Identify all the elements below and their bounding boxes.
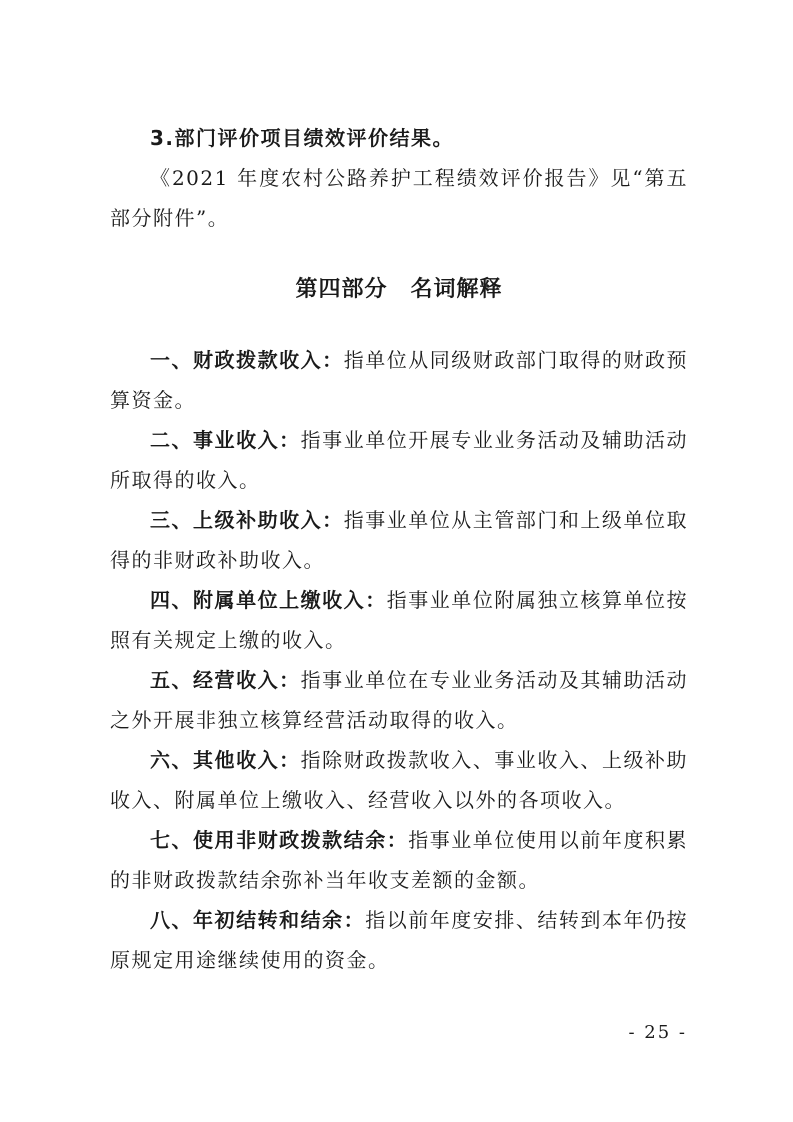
term-paragraph: [110, 500, 688, 580]
term-label: 二、事业收入：: [150, 428, 301, 452]
term-label: 一、财政拨款收入：: [150, 348, 344, 372]
section-3-title: 3.部门评价项目绩效评价结果。: [150, 126, 455, 150]
term-definition: 指除财政拨款收入、事业收入、上级补助收入、附属单位上缴收入、经营收入以外的各项收入。: [110, 748, 689, 812]
term-definition: 指事业单位开展专业业务活动及辅助活动所取得的收入。: [110, 428, 689, 492]
page-number: - 25 -: [628, 1022, 687, 1043]
term-paragraph: [110, 660, 688, 740]
term-paragraph: [110, 420, 688, 500]
term-definition: 指事业单位从主管部门和上级单位取得的非财政补助收入。: [110, 508, 688, 572]
term-definition: 指事业单位附属独立核算单位按照有关规定上缴的收入。: [110, 588, 689, 652]
term-paragraph: [110, 820, 688, 900]
term-label: 三、上级补助收入：: [150, 508, 344, 532]
term-label: 五、经营收入：: [150, 668, 301, 692]
term-label: 四、附属单位上缴收入：: [150, 588, 387, 612]
page-content: [110, 118, 688, 980]
term-definition: 指单位从同级财政部门取得的财政预算资金。: [110, 348, 688, 412]
term-paragraph: [110, 740, 688, 820]
term-definition: 指事业单位使用以前年度积累的非财政拨款结余弥补当年收支差额的金额。: [110, 828, 688, 892]
term-label: 八、年初结转和结余：: [150, 908, 366, 932]
term-label: 六、其他收入：: [150, 748, 301, 772]
term-definition: 指以前年度安排、结转到本年仍按原规定用途继续使用的资金。: [110, 908, 689, 972]
term-definition: 指事业单位在专业业务活动及其辅助活动之外开展非独立核算经营活动取得的收入。: [110, 668, 689, 732]
section-3-text: 《2021 年度农村公路养护工程绩效评价报告》见“第五部分附件”。: [110, 166, 688, 230]
part-4-heading: 第四部分 名词解释: [295, 277, 503, 302]
term-label: 七、使用非财政拨款结余：: [150, 828, 409, 852]
term-paragraph: [110, 580, 688, 660]
term-paragraph: [110, 900, 688, 980]
term-paragraph: [110, 340, 688, 420]
